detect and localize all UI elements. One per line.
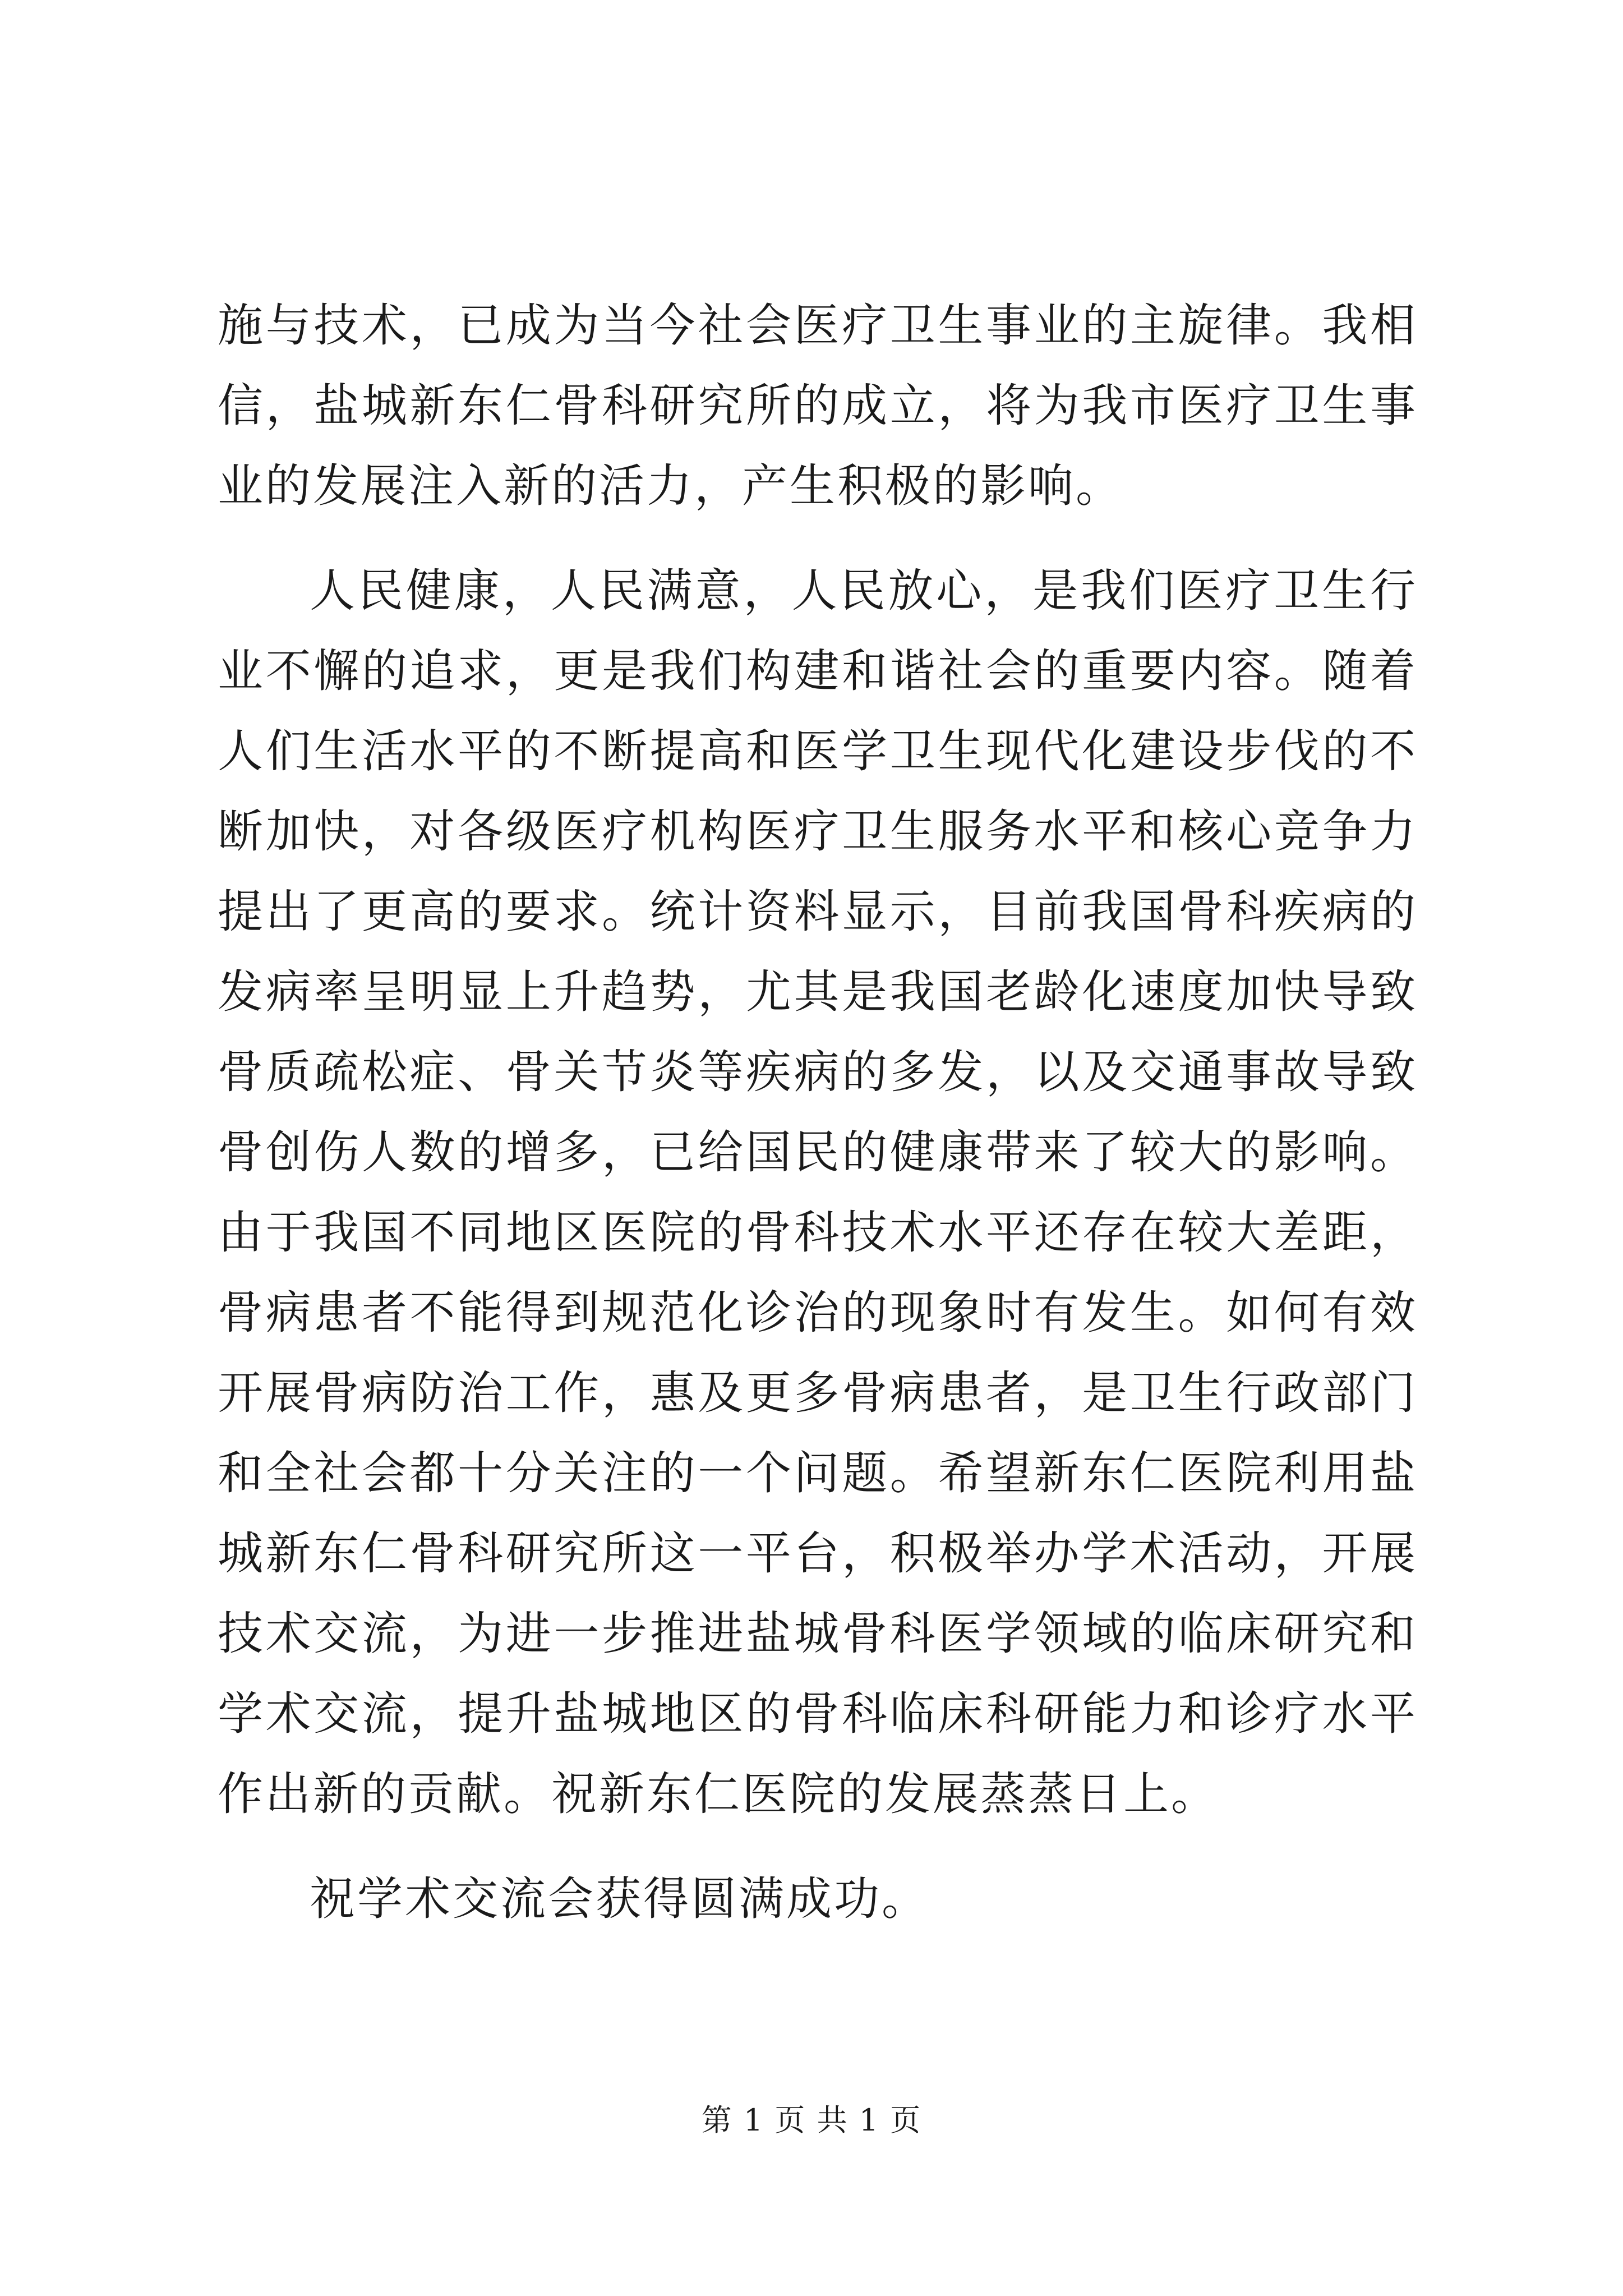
paragraph-2: 人民健康，人民满意，人民放心，是我们医疗卫生行业不懈的追求，更是我们构建和谐社会的重要内容。随着人们生活水平的不断提高和医学卫生现代化建设步伐的不断加快，对各级医疗机构医疗卫生服务水平和核心竞争力提出了更高的要求。统计资料显示，目前我国骨科疾病的发病率呈明显上升趋势，尤其是我国老龄化速度加快导致骨质疏松症、骨关节炎等疾病的多发，以及交通事故导致骨创伤人数的增多，已给国民的健康带来了较大的影响。由于我国不同地区医院的骨科技术水平还存在较大差距，骨病患者不能得到规范化诊治的现象时有发生。如何有效开展骨病防治工作，惠及更多骨病患者，是卫生行政部门和全社会都十分关注的一个问题。希望新东仁医院利用盐城新东仁骨科研究所这一平台，积极举办学术活动，开展技术交流，为进一步推进盐城骨科医学领域的临床研究和学术交流，提升盐城地区的骨科临床科研能力和诊疗水平作出新的贡献。祝新东仁医院的发展蒸蒸日上。	[218, 565, 1418, 1821]
paragraph-1: 施与技术，已成为当今社会医疗卫生事业的主旋律。我相信，盐城新东仁骨科研究所的成立，将为我市医疗卫生事业的发展注入新的活力，产生积极的影响。	[218, 300, 1418, 513]
paragraph-3: 祝学术交流会获得圆满成功。	[310, 1873, 930, 1926]
document-body	[218, 286, 1418, 1940]
page-number-footer: 第 1 页 共 1 页	[701, 2102, 922, 2138]
